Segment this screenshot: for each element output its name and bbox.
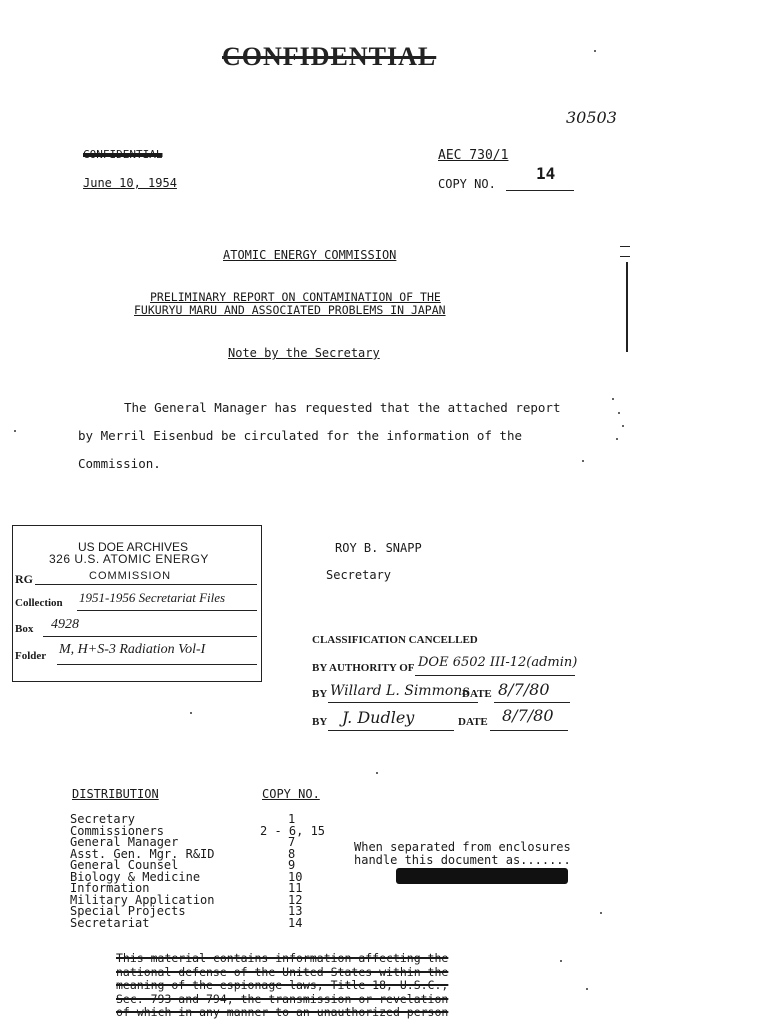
confidential-stamp: CONFIDENTIAL — [222, 42, 437, 71]
struck-notice-line: national defense of the United States within the — [116, 964, 449, 979]
archive-stamp-line1: US DOE ARCHIVES — [78, 540, 189, 554]
enclosure-note-line2: handle this document as....... — [354, 853, 571, 867]
struck-classification: CONFIDENTIAL — [83, 148, 163, 161]
distribution-row: Military Application 12 — [70, 892, 303, 907]
document-number: 30503 — [566, 108, 617, 127]
rg-label: RG — [15, 572, 33, 586]
authority-value: DOE 6502 III-12(admin) — [418, 655, 578, 670]
scan-speck — [594, 50, 596, 52]
body-line-2: by Merril Eisenbud be circulated for the information of the — [78, 428, 523, 443]
distribution-row: Information 11 — [70, 881, 303, 895]
struck-notice-line: of which in any manner to an unauthorized person — [116, 1005, 449, 1019]
collection-value: 1951-1956 Secretariat Files — [79, 590, 226, 605]
report-title-line2: FUKURYU MARU AND ASSOCIATED PROBLEMS IN JAPAN — [134, 303, 446, 317]
signature-title: Secretary — [326, 568, 392, 582]
scan-speck — [560, 960, 562, 962]
date1-value: 8/7/80 — [498, 680, 550, 699]
archive-stamp-line2: 326 U.S. ATOMIC ENERGY — [49, 552, 209, 566]
scan-speck — [582, 460, 584, 462]
distribution-row: Secretary 1 — [70, 812, 296, 826]
scan-speck — [616, 438, 618, 440]
scan-speck — [376, 772, 378, 774]
copy-number-underline — [506, 190, 574, 191]
box-value: 4928 — [51, 617, 79, 632]
distribution-row: Asst. Gen. Mgr. R&ID 8 — [70, 846, 296, 861]
body-line-1: The General Manager has requested that the attached report — [124, 400, 561, 415]
by2-signature: J. Dudley — [342, 708, 415, 727]
report-title-line1: PRELIMINARY REPORT ON CONTAMINATION OF THE — [150, 290, 441, 304]
scan-speck — [190, 712, 192, 714]
copy-no-heading: COPY NO. — [262, 787, 320, 801]
copy-number: 14 — [536, 164, 556, 183]
by2-label: BY — [312, 716, 328, 728]
archive-stamp — [12, 525, 262, 682]
enclosure-note-line1: When separated from enclosures — [354, 840, 571, 854]
folder-label: Folder — [15, 650, 47, 662]
scan-speck — [14, 430, 16, 432]
agency-title: ATOMIC ENERGY COMMISSION — [223, 248, 397, 262]
distribution-heading: DISTRIBUTION — [72, 787, 159, 801]
classification-cancelled: CLASSIFICATION CANCELLED — [312, 634, 478, 646]
aec-number: AEC 730/1 — [438, 148, 509, 163]
box-label: Box — [15, 623, 34, 635]
date2-value: 8/7/80 — [502, 706, 554, 725]
scan-speck — [618, 412, 620, 414]
by1-signature: Willard L. Simmons — [330, 683, 470, 699]
margin-tick — [620, 256, 630, 257]
signature-name: ROY B. SNAPP — [335, 541, 422, 555]
copy-number-label: COPY NO. — [438, 177, 496, 191]
date1-label: DATE — [462, 688, 492, 700]
struck-notice-line: Sec. 793 and 794, the transmission or revelation — [116, 991, 449, 1006]
margin-bracket — [626, 262, 628, 352]
distribution-list — [70, 814, 325, 929]
struck-notice — [116, 952, 448, 1020]
authority-label: BY AUTHORITY OF — [312, 662, 415, 674]
collection-label: Collection — [15, 597, 63, 609]
margin-tick — [620, 246, 630, 247]
body-line-3: Commission. — [78, 456, 161, 471]
redaction-bar — [396, 868, 568, 884]
scan-speck — [586, 988, 588, 990]
distribution-row: General Counsel 9 — [70, 858, 296, 872]
by1-label: BY — [312, 688, 328, 700]
rg-value: COMMISSION — [89, 570, 172, 582]
note-by-secretary: Note by the Secretary — [228, 346, 380, 360]
folder-value: M, H+S-3 Radiation Vol-I — [59, 642, 206, 657]
distribution-row: Commissioners 2 - 6, 15 — [70, 823, 326, 838]
scan-speck — [600, 912, 602, 914]
struck-notice-line: meaning of the espionage laws, Title 18, U.S.C., — [116, 978, 449, 992]
document-date: June 10, 1954 — [83, 176, 177, 190]
distribution-row: General Manager 7 — [70, 835, 296, 849]
struck-notice-line: This material contains information affecting the — [116, 951, 449, 965]
distribution-row: Special Projects 13 — [70, 904, 303, 918]
distribution-row: Secretariat 14 — [70, 915, 303, 930]
date2-label: DATE — [458, 716, 488, 728]
distribution-row: Biology & Medicine 10 — [70, 869, 303, 884]
scan-speck — [622, 425, 624, 427]
scan-speck — [612, 398, 614, 400]
